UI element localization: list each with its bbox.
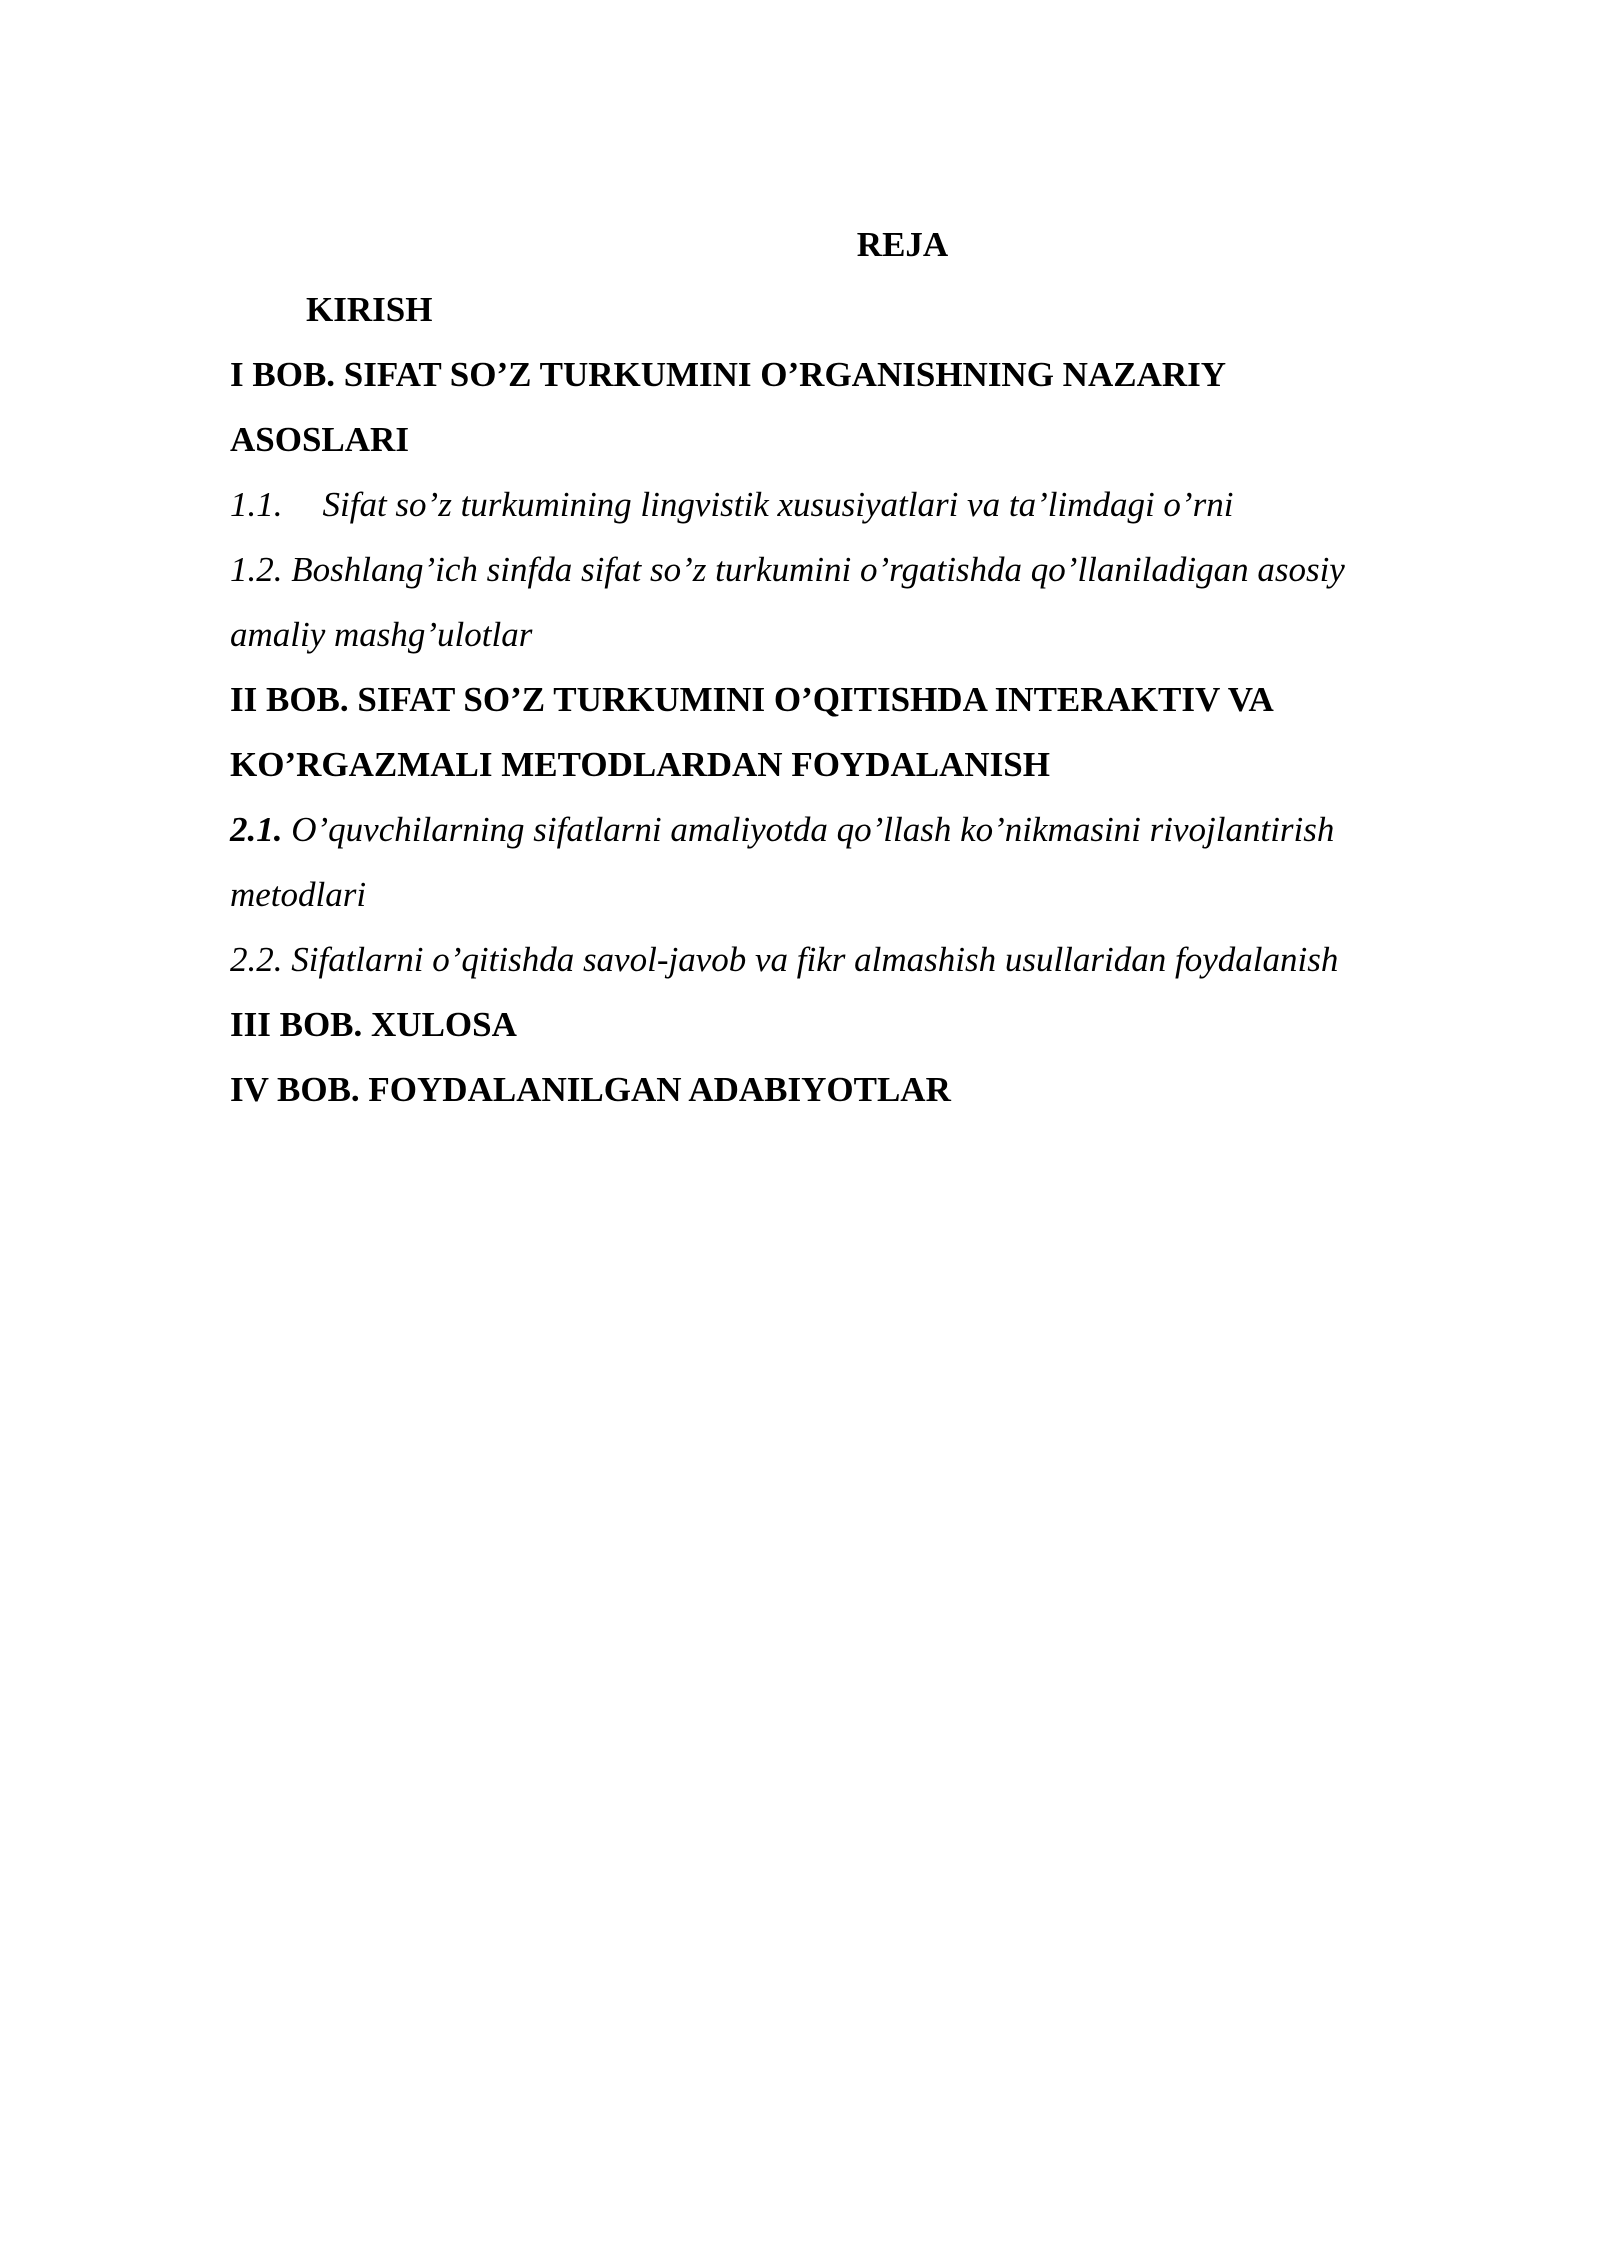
toc-section-1-2-line-1: 1.2. Boshlang’ich sinfda sifat so’z turkumini o’rgatishda qo’llaniladigan asosiy bbox=[230, 550, 1345, 589]
toc-chapter-1-line-1: I BOB. SIFAT SO’Z TURKUMINI O’RGANISHNING NAZARIY bbox=[230, 355, 1227, 394]
section-number: 2.1. bbox=[230, 810, 283, 849]
toc-chapter-2-line-1: II BOB. SIFAT SO’Z TURKUMINI O’QITISHDA INTERAKTIV VA bbox=[230, 680, 1274, 719]
toc-chapter-1-line-2: ASOSLARI bbox=[230, 420, 409, 459]
toc-chapter-2-line-2: KO’RGAZMALI METODLARDAN FOYDALANISH bbox=[230, 745, 1050, 784]
toc-intro: KIRISH bbox=[306, 290, 433, 329]
section-number: 1.1. bbox=[230, 485, 283, 524]
toc-section-1-2-line-2: amaliy mashg’ulotlar bbox=[230, 615, 533, 654]
toc-chapter-4: IV BOB. FOYDALANILGAN ADABIYOTLAR bbox=[230, 1070, 951, 1109]
toc-section-2-2: 2.2. Sifatlarni o’qitishda savol-javob va fikr almashish usullaridan foydalanish bbox=[230, 940, 1339, 979]
toc-section-2-1-line-1 bbox=[230, 797, 1440, 862]
toc-chapter-3: III BOB. XULOSA bbox=[230, 1005, 517, 1044]
section-title: O’quvchilarning sifatlarni amaliyotda qo’llash ko’nikmasini rivojlantirish bbox=[282, 810, 1335, 849]
page-title: REJA bbox=[856, 225, 949, 264]
toc-section-1-1 bbox=[230, 472, 1440, 537]
table-of-contents bbox=[230, 212, 1440, 1122]
toc-section-2-1-line-2: metodlari bbox=[230, 875, 367, 914]
section-title: Sifat so’z turkumining lingvistik xususiyatlari va ta’limdagi o’rni bbox=[322, 485, 1234, 524]
